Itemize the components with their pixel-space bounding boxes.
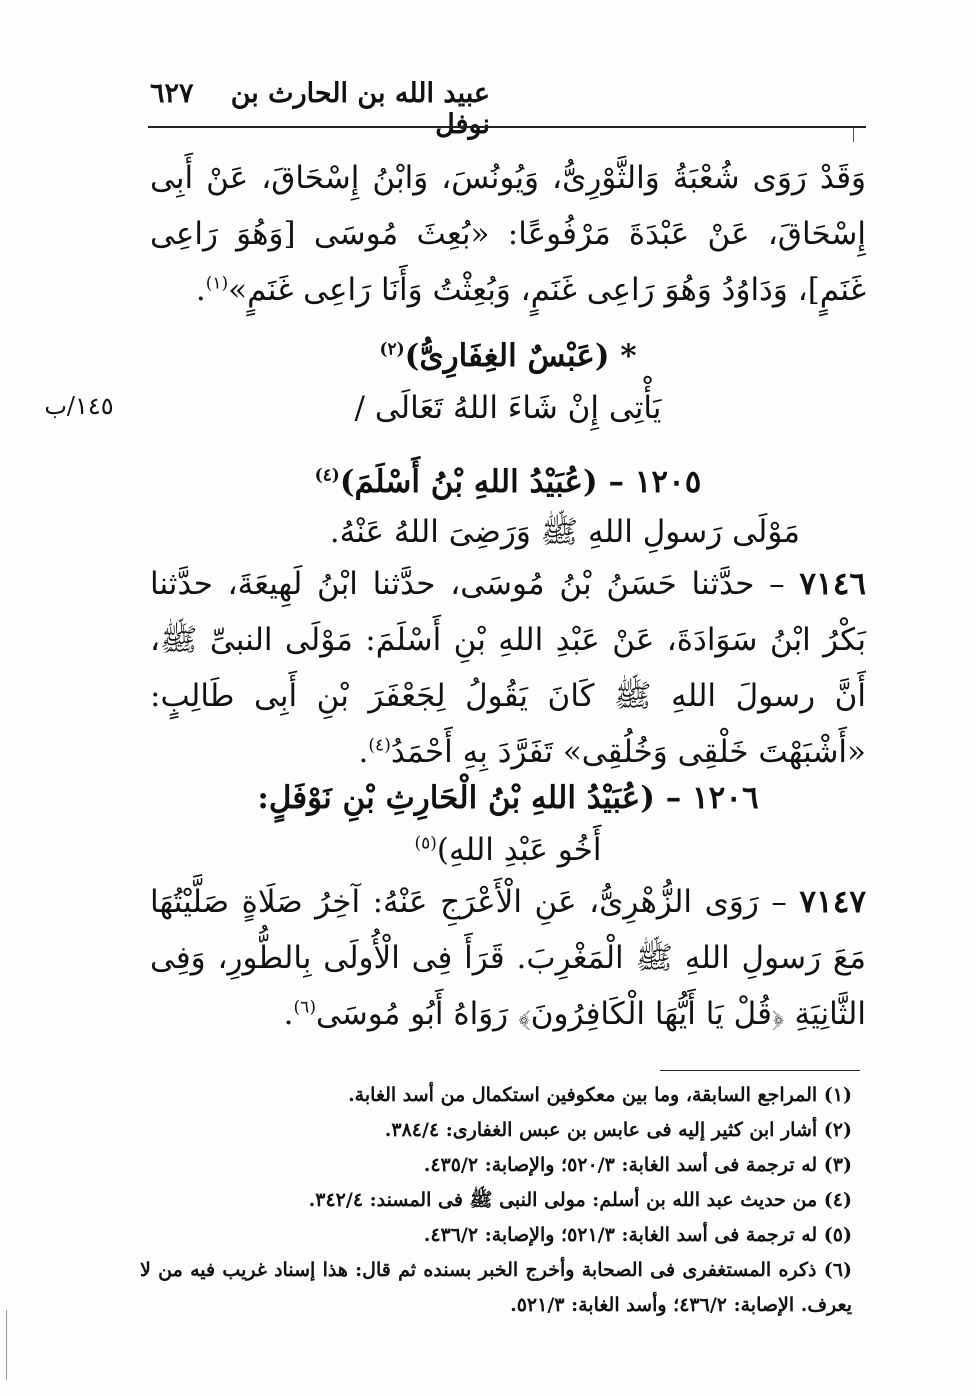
footnote-ref-5: (٥) xyxy=(414,833,437,854)
footnote-ref-1: (١) xyxy=(205,273,229,294)
hadith-7146-number: ٧١٤٦ xyxy=(799,566,866,602)
entry-1206-subtitle xyxy=(150,822,866,878)
entry-1206-subtitle-text: أَخُو عَبْدِ اللهِ) xyxy=(436,832,602,868)
intro-paragraph xyxy=(150,150,866,318)
footnotes xyxy=(140,1078,852,1323)
hadith-7146-text: – حدَّثنا حَسَنُ بْنُ مُوسَى، حدَّثنا ابْنُ لَهِيعَةَ، حدَّثنا بَكْرُ ابْنُ سَوَادَةَ، عَنْ عَبْدِ اللهِ بْنِ أَسْلَمَ: مَوْلَى النبىِّ ﷺ، أَنَّ رسولَ اللهِ ﷺ كَانَ يَقُولُ لِجَعْفَرَ بْنِ أَبِى طَالِبٍ: «أَشْبَهْتَ خَلْقِى وَخُلُقِى» تَفَرَّدَ بِهِ أَحْمَدُ xyxy=(150,566,866,770)
entry-1205-heading-text: ١٢٠٥ – (عُبَيْدُ اللهِ بْنُ أَسْلَمَ) xyxy=(339,464,702,500)
intro-end: . xyxy=(195,272,206,308)
hadith-7147-text: – رَوَى الزُّهْرِىُّ، عَنِ الْأَعْرَجِ عَنْهُ: آخِرُ صَلَاةٍ صَلَّيْتُهَا مَعَ رَسولِ اللهِ ﷺ الْمَغْرِبَ. قَرَأَ فِى الْأُولَى بِالطُّورِ، وَفِى الثَّانِيَةِ ﴿قُلْ يَا أَيُّهَا الْكَافِرُونَ﴾ رَوَاهُ أَبُو مُوسَى xyxy=(150,884,866,1032)
hadith-7146 xyxy=(150,556,866,780)
footnote-separator xyxy=(660,1070,860,1071)
running-header xyxy=(150,78,490,140)
running-title: عبيد الله بن الحارث بن نوفل xyxy=(230,78,490,140)
footnote-6: (٦) ذكره المستغفرى فى الصحابة وأخرج الخبر بسنده ثم قال: هذا إسناد غريب فيه من لا يعرف. الإصابة: ٤٣٦/٢؛ وأسد الغابة: ٥٢١/٣. xyxy=(140,1259,852,1316)
footnote-4: (٤) من حديث عبد الله بن أسلم: مولى النبى ﷺ فى المسند: ٣٤٢/٤. xyxy=(308,1189,852,1211)
footnote-3: (٣) له ترجمة فى أسد الغابة: ٥٢٠/٣؛ والإصابة: ٤٣٥/٢. xyxy=(423,1154,852,1176)
entry-abbas-heading xyxy=(150,328,866,384)
margin-folio-note: ١٤٥/ب xyxy=(44,392,114,420)
footnote-ref-3: (٤) xyxy=(314,465,340,486)
intro-text: وَقَدْ رَوَى شُعْبَةُ وَالثَّوْرِىُّ، وَيُونُسَ، وَابْنُ إِسْحَاقَ، عَنْ أَبِى إِسْحَاقَ، عَنْ عَبْدَةَ مَرْفُوعًا: «بُعِثَ مُوسَى [وَهُوَ رَاعِى غَنَمٍ]، وَدَاوُدُ وَهُوَ رَاعِى غَنَمٍ، وَبُعِثْتُ وَأَنَا رَاعِى غَنَمٍ» xyxy=(150,160,866,308)
hadith-7147-number: ٧١٤٧ xyxy=(799,884,866,920)
hadith-7147-end: . xyxy=(283,996,294,1032)
footnote-1: (١) المراجع السابقة، وما بين معكوفين استكمال من أسد الغابة. xyxy=(348,1084,852,1106)
header-rule xyxy=(148,126,866,128)
entry-abbas-note: يَأْتِى إِنْ شَاءَ اللهُ تَعَالَى / xyxy=(354,390,662,426)
scan-edge-line xyxy=(6,1310,7,1380)
hadith-7146-end: . xyxy=(358,734,369,770)
entry-1206-heading: ١٢٠٦ – (عُبَيْدُ اللهِ بْنُ الْحَارِثِ بْنِ نَوْفَلٍ: xyxy=(257,780,759,816)
hadith-7147 xyxy=(150,874,866,1042)
entry-1205-subtitle: مَوْلَى رَسولِ اللهِ ﷺ وَرَضِىَ اللهُ عَنْهُ. xyxy=(329,514,800,550)
footnote-2: (٢) أشار ابن كثير إليه فى عابس بن عبس الغفارى: ٣٨٤/٤. xyxy=(384,1119,852,1141)
footnote-ref-4: (٤) xyxy=(368,735,391,756)
entry-1205-heading xyxy=(150,454,866,510)
header-tick-mark xyxy=(853,128,854,142)
footnote-5: (٥) له ترجمة فى أسد الغابة: ٥٢١/٣؛ والإصابة: ٤٣٦/٢. xyxy=(423,1224,852,1246)
abbas-heading-text: * (عَبْسٌ الغِفَارِىُّ) xyxy=(404,338,637,374)
footnote-ref-2: (٢) xyxy=(379,339,405,360)
footnote-ref-6: (٦) xyxy=(293,997,316,1018)
page-number: ٦٢٧ xyxy=(150,78,194,109)
